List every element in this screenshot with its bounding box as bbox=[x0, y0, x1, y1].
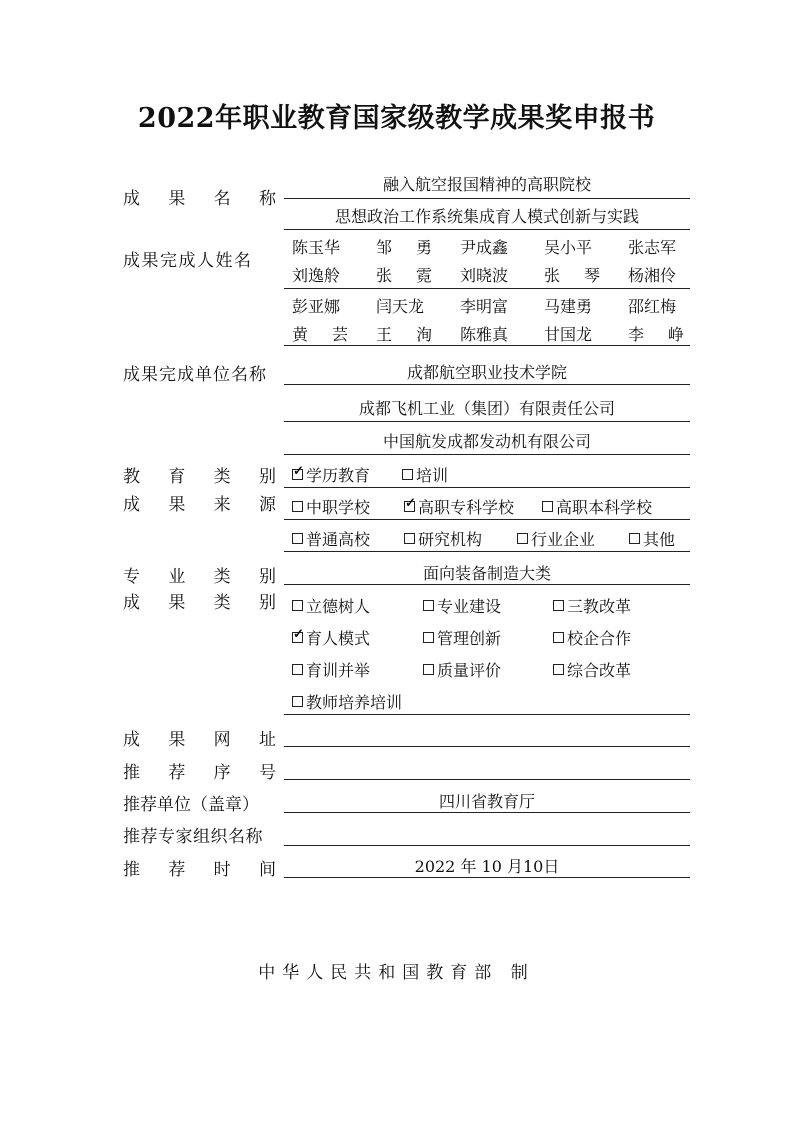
label-char: 别 bbox=[258, 467, 276, 487]
option-label: 立德树人 bbox=[306, 597, 371, 616]
completer-name: 刘晓波 bbox=[460, 266, 509, 285]
checkbox[interactable] bbox=[553, 600, 564, 611]
option-label: 教师培养培训 bbox=[306, 693, 403, 712]
page-title: 2022年职业教育国家级教学成果奖申报书 bbox=[137, 103, 656, 134]
field-underline bbox=[284, 229, 690, 230]
rec-time-value: 2022 年 10 月10日 bbox=[414, 857, 560, 876]
completer-name: 张 霓 bbox=[376, 266, 432, 285]
checkbox[interactable] bbox=[292, 533, 303, 544]
option-label: 学历教育 bbox=[306, 466, 371, 485]
completer-name: 王 洵 bbox=[376, 325, 432, 344]
completer-name: 张 琴 bbox=[544, 266, 600, 285]
label-achievement-type bbox=[123, 588, 276, 613]
completer-name: 甘国龙 bbox=[544, 325, 593, 344]
label-char: 业 bbox=[168, 567, 186, 587]
label-char: 类 bbox=[213, 593, 231, 613]
checkbox[interactable] bbox=[292, 664, 303, 675]
unit-1: 成都航空职业技术学院 bbox=[406, 363, 567, 382]
source-option[interactable] bbox=[517, 527, 595, 550]
label-serial bbox=[123, 758, 276, 783]
checkbox[interactable] bbox=[292, 469, 303, 480]
checkbox[interactable] bbox=[292, 632, 303, 643]
option-label: 高职专科学校 bbox=[418, 498, 515, 517]
source-option[interactable] bbox=[404, 495, 514, 518]
completer-name: 陈雅真 bbox=[460, 325, 509, 344]
label-char: 间 bbox=[258, 860, 276, 880]
label-char: 名 bbox=[213, 189, 231, 209]
field-underline bbox=[284, 877, 690, 878]
source-option[interactable] bbox=[542, 495, 652, 518]
option-label: 研究机构 bbox=[418, 530, 483, 549]
label-char: 别 bbox=[258, 593, 276, 613]
checkbox[interactable] bbox=[542, 501, 553, 512]
completer-name: 尹成鑫 bbox=[460, 238, 509, 257]
achievement-type-option[interactable] bbox=[292, 658, 370, 681]
checkbox[interactable] bbox=[423, 632, 434, 643]
label-edu-type bbox=[123, 462, 276, 487]
checkbox[interactable] bbox=[423, 600, 434, 611]
label-char: 称 bbox=[258, 189, 276, 209]
label-char: 专 bbox=[123, 567, 140, 587]
field-underline bbox=[284, 714, 690, 715]
option-label: 综合改革 bbox=[567, 661, 632, 680]
label-char: 时 bbox=[213, 860, 231, 880]
label-source bbox=[123, 490, 276, 515]
achievement-type-option[interactable] bbox=[553, 658, 631, 681]
label-rec-time bbox=[123, 855, 276, 880]
option-label: 育人模式 bbox=[306, 629, 371, 648]
completer-name: 黄 芸 bbox=[292, 325, 348, 344]
label-char: 源 bbox=[258, 495, 276, 515]
recommender-value: 四川省教育厅 bbox=[438, 792, 535, 811]
completer-name: 李 峥 bbox=[628, 325, 684, 344]
label-char: 成 bbox=[123, 730, 140, 750]
label-char: 成 bbox=[123, 593, 140, 613]
option-label: 中职学校 bbox=[306, 498, 371, 517]
label-char: 荐 bbox=[168, 763, 186, 783]
label-char: 教 bbox=[123, 467, 140, 487]
label-website bbox=[123, 725, 276, 750]
option-label: 管理创新 bbox=[437, 629, 502, 648]
completer-name: 刘逸舲 bbox=[292, 266, 341, 285]
checkbox[interactable] bbox=[292, 600, 303, 611]
field-underline bbox=[284, 487, 690, 488]
field-underline bbox=[284, 845, 690, 846]
label-char: 类 bbox=[213, 567, 231, 587]
achievement-name-line2: 思想政治工作系统集成育人模式创新与实践 bbox=[334, 207, 639, 226]
field-underline bbox=[284, 421, 690, 422]
label-completers: 成果完成人姓名 bbox=[123, 251, 253, 271]
option-label: 育训并举 bbox=[306, 661, 371, 680]
label-recommender: 推荐单位（盖章） bbox=[123, 795, 259, 815]
major-type-value: 面向装备制造大类 bbox=[422, 564, 551, 583]
label-char: 果 bbox=[168, 189, 186, 209]
label-major-type bbox=[123, 562, 276, 587]
completer-name: 杨湘伶 bbox=[628, 266, 677, 285]
label-char: 推 bbox=[123, 860, 140, 880]
field-underline bbox=[284, 746, 690, 747]
completer-name: 张志军 bbox=[628, 238, 677, 257]
edu-type-option[interactable] bbox=[292, 463, 370, 486]
source-option[interactable] bbox=[629, 527, 675, 550]
label-char: 成 bbox=[123, 189, 140, 209]
achievement-type-option[interactable] bbox=[292, 594, 370, 617]
label-achievement-name bbox=[123, 184, 276, 209]
field-underline bbox=[284, 779, 690, 780]
edu-type-option[interactable] bbox=[402, 463, 448, 486]
completer-name: 吴小平 bbox=[544, 238, 593, 257]
completer-name: 邵红梅 bbox=[628, 297, 677, 316]
field-underline bbox=[284, 519, 690, 520]
label-char: 网 bbox=[213, 730, 231, 750]
completer-name: 陈玉华 bbox=[292, 238, 341, 257]
label-char: 推 bbox=[123, 763, 140, 783]
field-underline bbox=[284, 812, 690, 813]
label-expert-group: 推荐专家组织名称 bbox=[123, 827, 263, 847]
label-char: 果 bbox=[168, 730, 186, 750]
completer-name: 彭亚娜 bbox=[292, 297, 341, 316]
label-units: 成果完成单位名称 bbox=[123, 365, 267, 385]
checkbox[interactable] bbox=[404, 501, 415, 512]
label-char: 号 bbox=[258, 763, 276, 783]
option-label: 质量评价 bbox=[437, 661, 502, 680]
option-label: 高职本科学校 bbox=[556, 498, 653, 517]
issuer-footer: 中华人民共和国教育部 制 bbox=[258, 963, 535, 983]
achievement-type-option[interactable] bbox=[423, 658, 501, 681]
label-char: 果 bbox=[168, 495, 186, 515]
achievement-name-line1: 融入航空报国精神的高职院校 bbox=[382, 175, 591, 194]
completer-name: 马建勇 bbox=[544, 297, 593, 316]
checkbox[interactable] bbox=[404, 533, 415, 544]
checkbox[interactable] bbox=[292, 501, 303, 512]
completer-name: 李明富 bbox=[460, 297, 509, 316]
achievement-type-option[interactable] bbox=[553, 626, 631, 649]
label-char: 成 bbox=[123, 495, 140, 515]
option-label: 其他 bbox=[643, 530, 676, 549]
field-underline bbox=[284, 584, 690, 585]
field-underline bbox=[284, 345, 690, 346]
label-char: 荐 bbox=[168, 860, 186, 880]
achievement-type-option[interactable] bbox=[292, 626, 370, 649]
achievement-type-option[interactable] bbox=[292, 690, 402, 713]
option-label: 校企合作 bbox=[567, 629, 632, 648]
checkbox[interactable] bbox=[517, 533, 528, 544]
field-underline bbox=[284, 198, 690, 199]
label-char: 别 bbox=[258, 567, 276, 587]
label-char: 育 bbox=[168, 467, 186, 487]
label-char: 序 bbox=[213, 763, 231, 783]
completer-name: 邹 勇 bbox=[376, 238, 432, 257]
achievement-type-option[interactable] bbox=[553, 594, 631, 617]
completer-name: 闫天龙 bbox=[376, 297, 425, 316]
achievement-type-option[interactable] bbox=[423, 626, 501, 649]
achievement-type-option[interactable] bbox=[423, 594, 501, 617]
label-char: 类 bbox=[213, 467, 231, 487]
option-label: 行业企业 bbox=[531, 530, 596, 549]
checkbox[interactable] bbox=[423, 664, 434, 675]
option-label: 三教改革 bbox=[567, 597, 632, 616]
source-option[interactable] bbox=[292, 495, 370, 518]
option-label: 专业建设 bbox=[437, 597, 502, 616]
label-char: 来 bbox=[213, 495, 231, 515]
checkbox[interactable] bbox=[292, 696, 303, 707]
checkbox[interactable] bbox=[553, 664, 564, 675]
source-option[interactable] bbox=[292, 527, 370, 550]
option-label: 普通高校 bbox=[306, 530, 371, 549]
field-underline bbox=[284, 384, 690, 385]
label-char: 果 bbox=[168, 593, 186, 613]
unit-2: 成都飞机工业（集团）有限责任公司 bbox=[358, 399, 615, 418]
field-underline bbox=[284, 454, 690, 455]
checkbox[interactable] bbox=[553, 632, 564, 643]
option-label: 培训 bbox=[416, 466, 449, 485]
checkbox[interactable] bbox=[629, 533, 640, 544]
field-underline bbox=[284, 551, 690, 552]
source-option[interactable] bbox=[404, 527, 482, 550]
field-underline bbox=[284, 288, 690, 289]
label-char: 址 bbox=[258, 730, 276, 750]
unit-3: 中国航发成都发动机有限公司 bbox=[382, 432, 591, 451]
checkbox[interactable] bbox=[402, 469, 413, 480]
